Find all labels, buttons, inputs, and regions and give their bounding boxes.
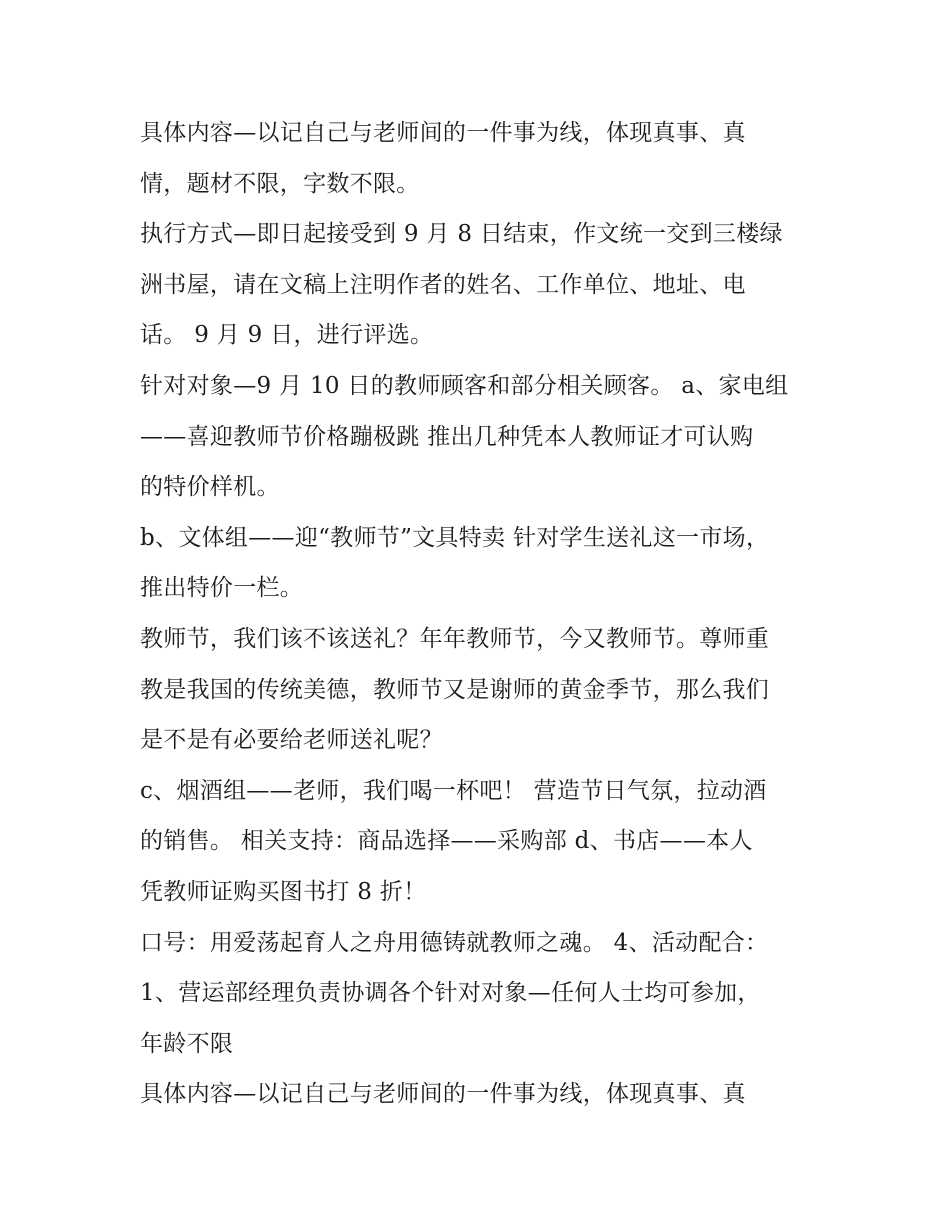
text-line: 话。 9 月 9 日，进行评选。: [140, 322, 434, 349]
text-line: 推出特价一栏。: [140, 575, 304, 602]
text-line: c、烟酒组——老师，我们喝一杯吧！ 营造节日气氛，拉动酒: [140, 777, 767, 804]
text-line: 具体内容—以记自己与老师间的一件事为线，体现真事、真: [140, 1081, 746, 1108]
text-line: 教师节，我们该不该送礼？年年教师节，今又教师节。尊师重: [140, 625, 770, 652]
text-line: 是不是有必要给老师送礼呢？: [140, 727, 443, 754]
text-line: b、文体组——迎“教师节”文具特卖 针对学生送礼这一市场，: [140, 524, 770, 551]
text-line: ——喜迎教师节价格蹦极跳 推出几种凭本人教师证才可认购: [140, 423, 754, 450]
document-body: [140, 108, 830, 1120]
text-line: 针对对象—9 月 10 日的教师顾客和部分相关顾客。 a、家电组: [140, 372, 789, 399]
text-line: 执行方式—即日起接受到 9 月 8 日结束，作文统一交到三楼绿: [140, 221, 783, 248]
text-line: 年龄不限: [140, 1030, 234, 1057]
text-line: 洲书屋，请在文稿上注明作者的姓名、工作单位、地址、电: [140, 271, 746, 298]
text-line: 情，题材不限，字数不限。: [140, 170, 420, 197]
text-line: 口号：用爱荡起育人之舟用德铸就教师之魂。 4、活动配合：: [140, 929, 769, 956]
text-line: 的特价样机。: [140, 474, 280, 501]
text-line: 教是我国的传统美德，教师节又是谢师的黄金季节，那么我们: [140, 676, 770, 703]
text-line: 凭教师证购买图书打 8 折！: [140, 878, 427, 905]
text-line: 1、营运部经理负责协调各个针对对象—任何人士均可参加，: [140, 980, 761, 1007]
text-line: 具体内容—以记自己与老师间的一件事为线，体现真事、真: [140, 120, 746, 146]
text-line: 的销售。 相关支持：商品选择——采购部 d、书店——本人: [140, 828, 753, 855]
